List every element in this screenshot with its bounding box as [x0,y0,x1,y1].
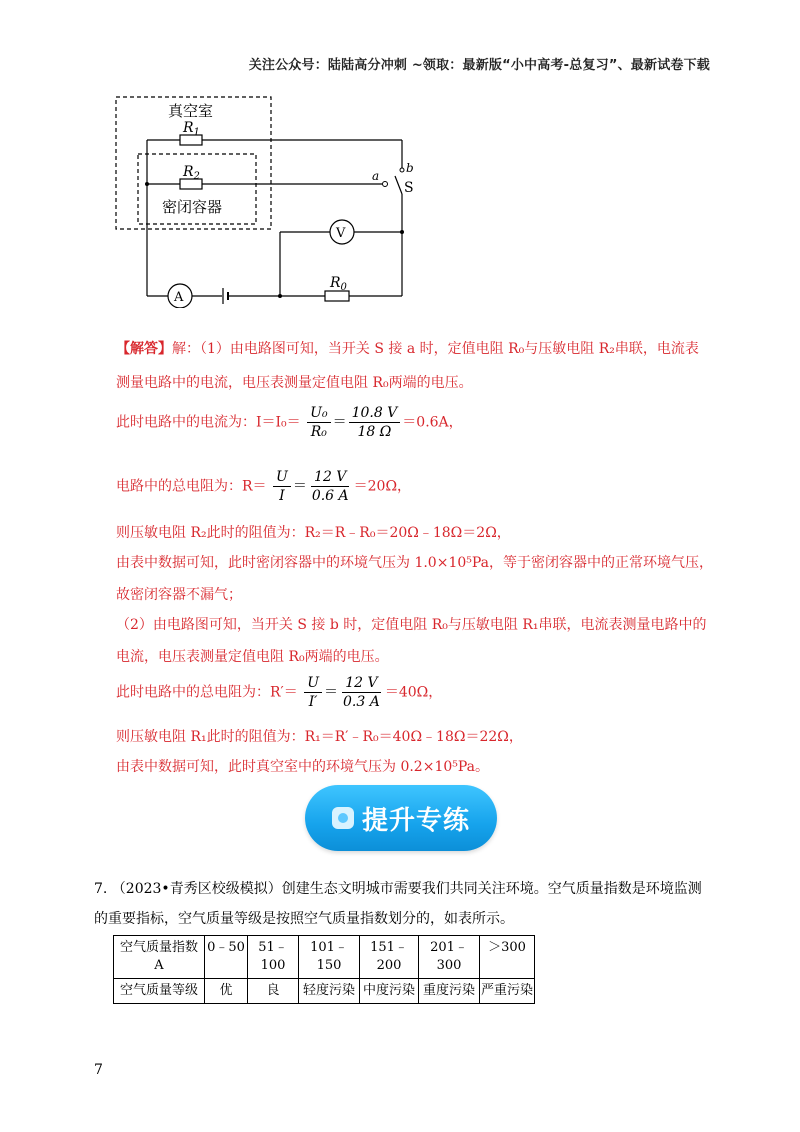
table-cell: 101﹣150 [299,936,360,979]
table-cell: 严重污染 [480,979,535,1004]
contact-a [383,182,388,187]
practice-badge-label: 提升专练 [361,805,470,836]
table-cell: 中度污染 [360,979,419,1004]
page-header: 关注公众号：陆陆高分冲刺 ~领取：最新版“小中高考-总复习”、最新试卷下载 [248,58,710,73]
contact-b [400,168,404,172]
solution-line-6: 由表中数据可知，此时密闭容器中的环境气压为 1.0×10⁵Pa，等于密闭容器中的正常环境气压， [116,555,714,571]
table-cell: ＞300 [480,936,535,979]
fraction-10-8v-18ohm: $\frac{10.8 V}{18 \Omega}$ [349,404,401,441]
solution-line-9: 电流，电压表测量定值电阻 R₀两端的电压。 [116,649,389,665]
table-row-level [114,979,535,1004]
fraction-u-i: $\frac{U}{I}$ [273,468,291,505]
current-formula-suffix: ＝0.6A， [402,414,463,431]
table-cell: 优 [205,979,248,1004]
table-cell: 151﹣200 [360,936,419,979]
r-prime-suffix: ＝40Ω， [384,684,443,701]
solution-line-5: 则压敏电阻 R₂此时的阻值为：R₂＝R﹣R₀＝20Ω﹣18Ω＝2Ω， [116,525,511,541]
r0-label: $R_0$ [330,275,347,293]
solution-tag: 【解答】 [116,341,172,357]
total-resistance-prefix: 电路中的总电阻为：R＝ [116,478,267,495]
ammeter-label: A [174,290,184,305]
page-number: 7 [94,1062,103,1078]
fraction-12v-0-6a: $\frac{12 V}{0.6 A}$ [311,469,349,504]
solution-r-prime-formula: 此时电路中的总电阻为：R′＝ $\frac{U}{I'}$ ＝ $\frac{12 V}{0.3 A}$ ＝40Ω， [116,675,443,710]
solution-line-12: 由表中数据可知，此时真空室中的环境气压为 0.2×10⁵Pa。 [116,759,490,775]
table-cell: 良 [248,979,299,1004]
practice-badge [305,785,497,851]
switch-label: S [404,180,414,196]
solution-current-formula: 此时电路中的电流为：I＝I₀＝ $\frac{\text{U₀}}{\text{R₀}}$ ＝ $\frac{10.8 V}{18 \Omega}$ ＝0.6A， [116,405,463,440]
table-cell: 轻度污染 [299,979,360,1004]
solution-line-11: 则压敏电阻 R₁此时的阻值为：R₁＝R′﹣R₀＝40Ω﹣18Ω＝22Ω， [116,729,523,745]
solution-total-resistance-formula: 电路中的总电阻为：R＝ $\frac{U}{I}$ ＝ $\frac{12 V}{0.6 A}$ ＝20Ω， [116,469,412,504]
solution-line-7: 故密闭容器不漏气； [116,587,242,603]
table-row-index [114,936,535,979]
circuit-diagram [110,88,430,308]
r-prime-prefix: 此时电路中的总电阻为：R′＝ [116,684,298,701]
current-formula-prefix: 此时电路中的电流为：I＝I₀＝ [116,414,301,431]
question-line-2: 的重要指标，空气质量等级是按照空气质量指数划分的，如表所示。 [94,911,514,927]
solution-line-1 [116,338,699,358]
table-cell: 51﹣100 [248,936,299,979]
solution-line-1-text: 解：（1）由电路图可知，当开关 S 接 a 时，定值电阻 R₀与压敏电阻 R₂串联，电流表 [172,341,699,357]
air-quality-table [113,935,535,1004]
fraction-12v-0-3a: $\frac{12 V}{0.3 A}$ [343,675,380,710]
r2-label: $R_2$ [183,164,200,182]
solution-line-8: （2）由电路图可知，当开关 S 接 b 时，定值电阻 R₀与压敏电阻 R₁串联，电流表测量电路中的 [116,617,707,633]
vacuum-chamber-label: 真空室 [168,102,214,120]
point-a-label: a [372,169,380,183]
r1-label: $R_1$ [183,120,200,138]
table-cell: 空气质量等级 [114,979,205,1004]
table-cell: 201﹣300 [419,936,480,979]
question-line-1: 7. （2023•青秀区校级模拟）创建生态文明城市需要我们共同关注环境。空气质量指数是环境监测 [94,881,702,897]
sealed-container-label: 密闭容器 [162,198,223,216]
total-resistance-suffix: ＝20Ω， [353,478,412,495]
fraction-u-i-prime: $\frac{U}{I'}$ [304,674,322,711]
practice-badge-icon [332,807,354,829]
table-cell: 重度污染 [419,979,480,1004]
table-cell: 空气质量指数 A [114,936,205,979]
table-cell: 0﹣50 [205,936,248,979]
fraction-u0-r0: $\frac{\text{U₀}}{\text{R₀}}$ [307,404,330,441]
solution-line-2: 测量电路中的电流，电压表测量定值电阻 R₀两端的电压。 [116,375,473,391]
switch-blade [395,176,402,194]
voltmeter-label: V [336,226,346,241]
point-b-label: b [406,161,414,175]
